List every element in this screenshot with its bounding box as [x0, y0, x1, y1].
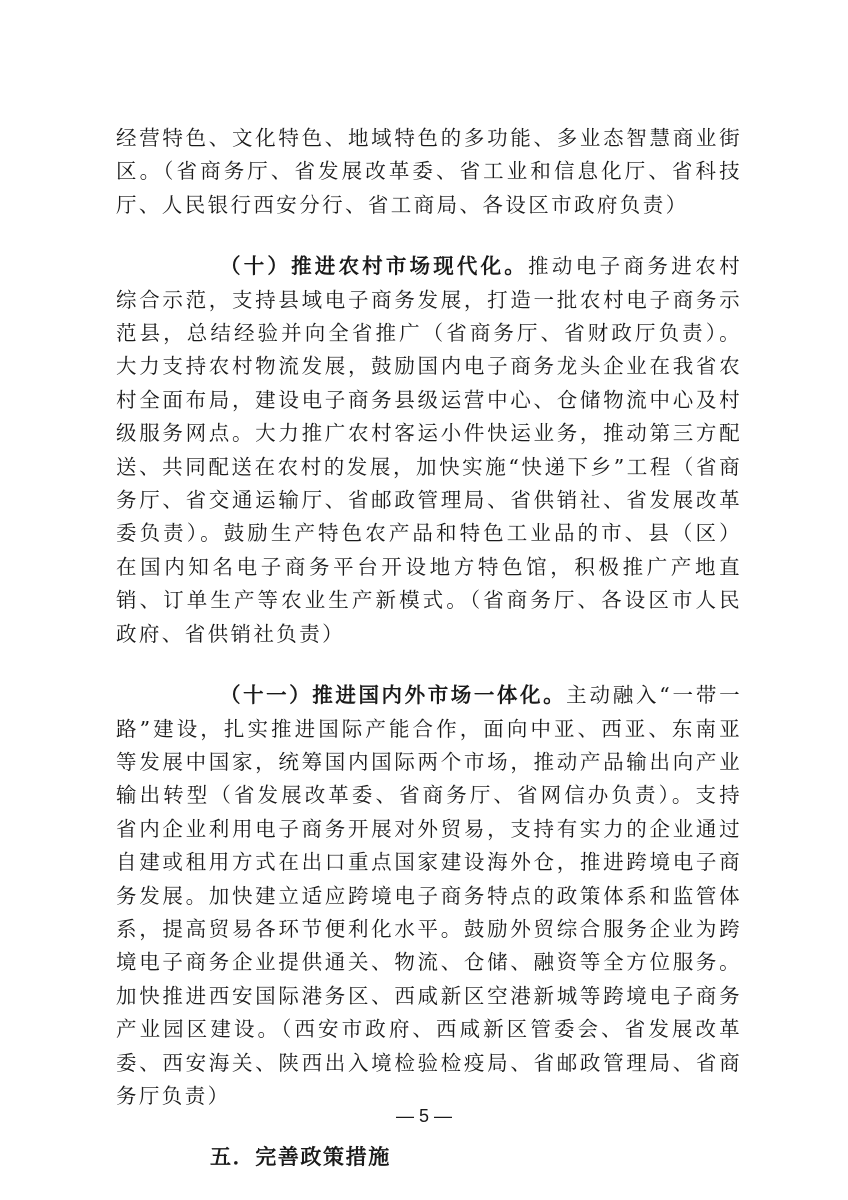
page-number: — 5 —	[395, 1106, 452, 1126]
paragraph-body-market-integration: 主动融入“一带一路”建设，扎实推进国际产能合作，面向中亚、西亚、东南亚等发展中国家，统筹国内国际两个市场，推动产品输出向产业输出转型（省发展改革委、省商务厅、省网信办负责）。支持省内企业利用电子商务开展对外贸易，支持有实力的企业通过自建或租用方式在出口重点国家建设海外仓，推进跨境电子商务发展。加快建立适应跨境电子商务特点的政策体系和监管体系，提高贸易各环节便利化水平。鼓励外贸综合服务企业为跨境电子商务企业提供通关、物流、仓储、融资等全方位服务。加快推进西安国际港务区、西咸新区空港新城等跨境电子商务产业园区建设。（西安市政府、西咸新区管委会、省发展改革委、西安海关、陕西出入境检验检疫局、省邮政管理局、省商务厅负责）	[116, 683, 742, 1108]
paragraph-body-rural-market: 推动电子商务进农村综合示范，支持县域电子商务发展，打造一批农村电子商务示范县，总结经验并向全省推广（省商务厅、省财政厅负责）。大力支持农村物流发展，鼓励国内电子商务龙头企业在我省农村全面布局，建设电子商务县级运营中心、仓储物流中心及村级服务网点。大力推广农村客运小件快运业务，推动第三方配送、共同配送在农村的发展，加快实施“快递下乡”工程（省商务厅、省交通运输厅、省邮政管理局、省供销社、省发展改革委负责）。鼓励生产特色农产品和特色工业品的市、县（区）在国内知名电子商务平台开设地方特色馆，积极推广产地直销、订单生产等农业生产新模式。（省商务厅、各设区市人民政府、省供销社负责）	[116, 254, 742, 646]
paragraph-rural-market	[116, 250, 742, 651]
section-heading: 五．完善政策措施	[210, 1145, 391, 1170]
paragraph-market-integration	[116, 679, 742, 1113]
continuation-paragraph: 经营特色、文化特色、地域特色的多功能、多业态智慧商业街区。（省商务厅、省发展改革委、省工业和信息化厅、省科技厅、人民银行西安分行、省工商局、各设区市政府负责）	[116, 126, 742, 217]
paragraph-heading-rural-market: （十）推进农村市场现代化。	[220, 254, 528, 279]
document-body	[116, 122, 742, 1175]
paragraph-heading-market-integration: （十一）推进国内外市场一体化。	[220, 683, 567, 708]
